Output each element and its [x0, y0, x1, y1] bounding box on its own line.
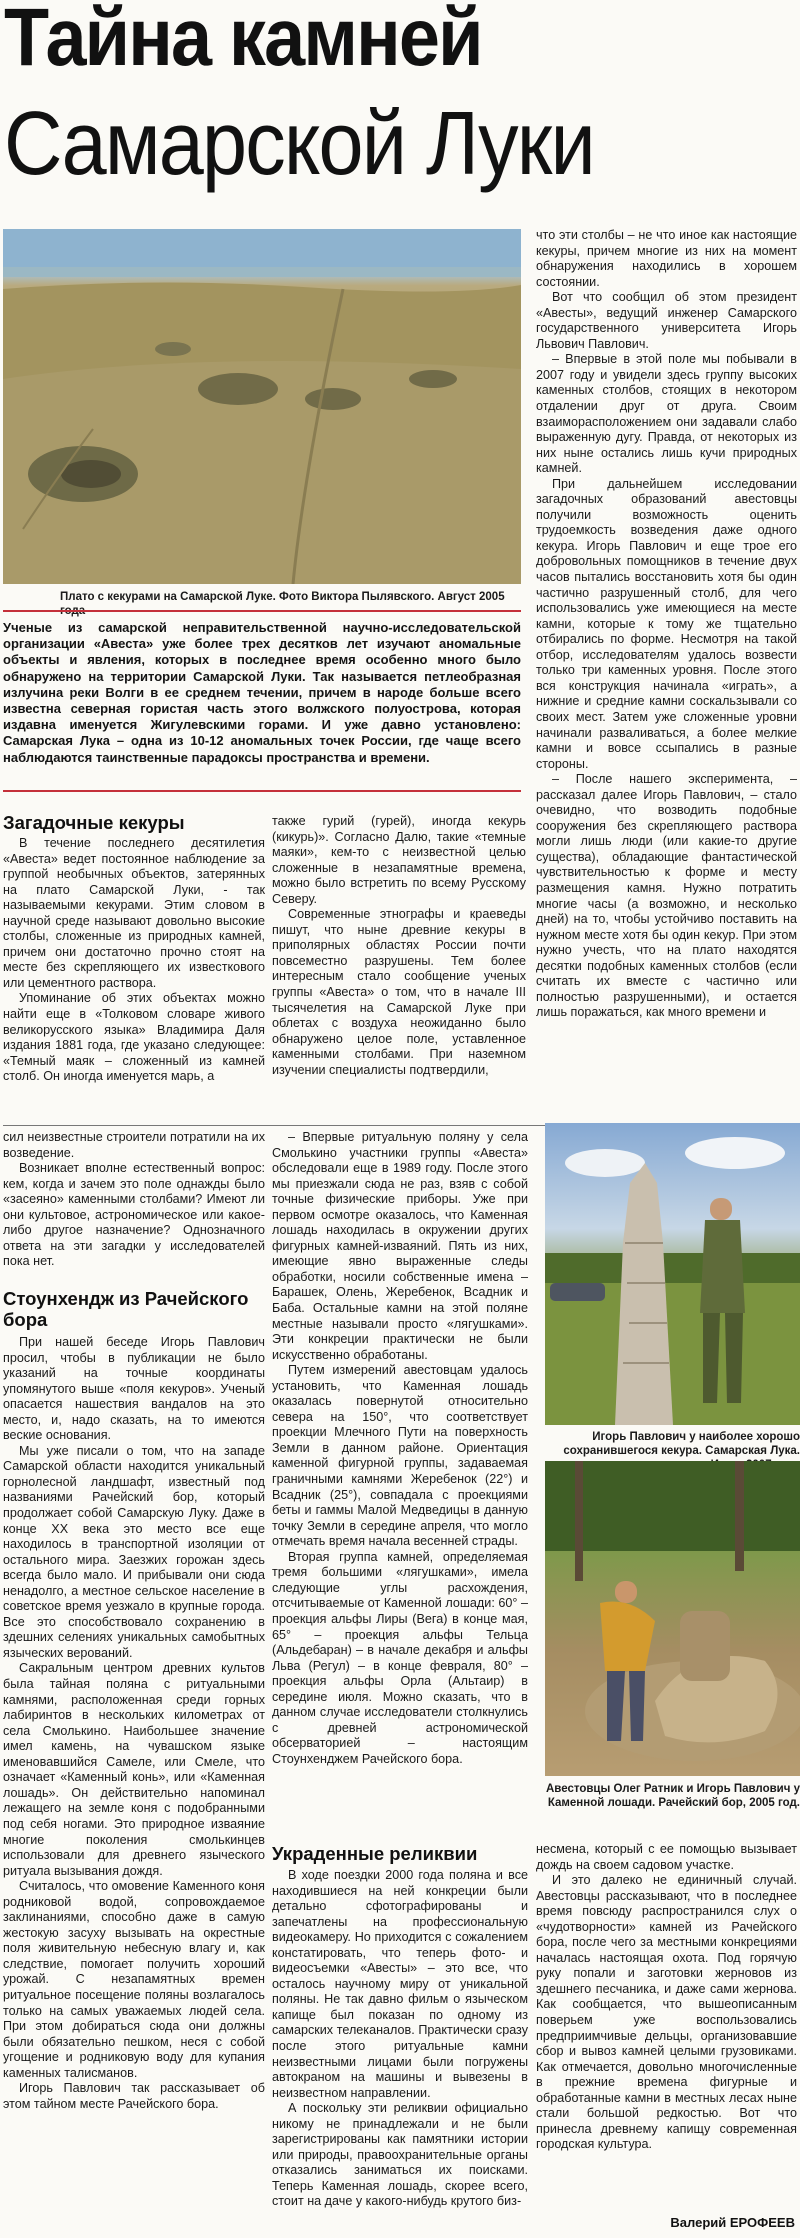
- headline-line-1: Тайна камней: [4, 0, 482, 83]
- paragraph: Считалось, что омовение Каменного коня родниковой водой, сопровождаемое заклинаниями, способно даже в самую жестокую засуху вызывать на окрестные поля живительную небесную влагу и, как следствие, помогает получить хороший урожай. С незапамятных времен ритуальное посещение поляны возлагалось только на самых уважаемых людей села. При этом добираться сюда они должны были обязательно пешком, неся с собой угощение и родниковую воду для купания каменных талисманов.: [3, 1879, 265, 2080]
- paragraph: Возникает вполне естественный вопрос: кем, когда и зачем это поле однажды было «засеяно» каменными столбами? Имеют ли они культовое, астрономическое или какое-либо другое назначение? Однозначного ответа на эти загадки у исследователей пока нет.: [3, 1161, 265, 1269]
- kekur-illustration: [545, 1123, 800, 1425]
- stone-horse-photo: [545, 1461, 800, 1776]
- paragraph: Путем измерений авестовцам удалось установить, что Каменная лошадь оказалась повернутой относительно севера на 150°, что соответствует проекции Млечного Пути на поверхность Земли в данном районе. Ориентация каменной фигурной группы, задаваемая граничными камнями Жеребенок (22°) и Всадник (25°), совпадала с проекциями беты и гаммы Малой Медведицы в данную точку Земли в середине апреля, что могло отмечать время начала весенней страды.: [272, 1363, 528, 1549]
- lead-top-rule: [3, 610, 521, 612]
- headline-line-2: Самарской Луки: [4, 94, 594, 194]
- lead-paragraph: Ученые из самарской неправительственной научно-исследовательской организации «Авеста» уже более трех десятков лет изучают аномальные объекты и явления, которых в последнее время особенно много было обнаружено на территории Самарской Луки. Так называется петлеобразная излучина реки Волги в ее среднем течении, причем в народе больше всего известна северная гористая часть этого волжского полуострова, которая издавна именуется Жигулевскими горами. И уже давно установлено: Самарская Лука – одна из 10-12 аномальных точек России, где чаще всего наблюдаются таинственные парадоксы пространства и времени.: [3, 620, 521, 765]
- paragraph: Игорь Павлович так рассказывает об этом тайном месте Рачейского бора.: [3, 2081, 265, 2111]
- section-heading-mysterious-kekurs: Загадочные кекуры: [3, 812, 185, 833]
- plateau-photo-caption: Плато с кекурами на Самарской Луке. Фото Виктора Пылявского. Август 2005: [60, 591, 505, 603]
- stone-horse-illustration: [545, 1461, 800, 1776]
- lead-bottom-rule: [3, 790, 521, 792]
- paragraph: При дальнейшем исследовании загадочных образований авестовцы получили возможность оценить трудоемкость возведения даже одного кекура. Игорь Павлович и еще трое его добровольных помощников в течение двух часов пытались восстановить хотя бы один частично разрушенный столб, для чего использовались уже имеющиеся на месте камни, которые к тому же тщательно отбирались по форме. Несмотря на такой отбор, исследователям удалось возвести только три каменных уровня. После этого вся конструкция начинала «играть», а нижние и средние камни соскальзывали со своих мест. Затем уже сложенные уровни начинали разваливаться, а более мелкие камни и вовсе ссыпались в разные стороны.: [536, 476, 797, 771]
- article-column-3-top: [536, 228, 797, 1123]
- paragraph: Вторая группа камней, определяемая тремя большими «лягушками», имела следующие углы расхождения, отсчитываемые от Каменной лошади: 60° – проекция альфы Лиры (Вега) в конце мая, 65° – проекция альфы Тельца (Альдебаран) – в начале декабря и альфы Льва (Регул) – в конце февраля, 80° – проекция альфы Орла (Альтаир) в середине июля. Можно сказать, что в данном случае исследователи столкнулись с древней астрономической обсерваторией – настоящим Стоунхенджем Рачейского бора.: [272, 1549, 528, 1766]
- section-heading-stolen-relics: Украденные реликвии: [272, 1843, 478, 1864]
- paragraph: – Впервые в этой поле мы побывали в 2007 году и увидели здесь группу высоких каменных столбов, стоящих в некотором отдалении друг от друга. Своим взаиморасположением они задавали слабо выраженную дугу. Правда, от некоторых из них ныне остались лишь кучи природных камней.: [536, 352, 797, 476]
- paragraph: При нашей беседе Игорь Павлович просил, чтобы в публикации не было указаний на точные координаты упомянутого выше «поля кекуров». Ученый опасается нашествия вандалов на это место, и, надо сказать, на то имеются веские основания.: [3, 1335, 265, 1443]
- paragraph: что эти столбы – не что иное как настоящие кекуры, причем многие из них на момент обнаружения находились в хорошем состоянии.: [536, 228, 797, 289]
- paragraph: Упоминание об этих объектах можно найти еще в «Толковом словаре живого великорусского языка» Владимира Даля издания 1881 года, где указано следующее: «Темный маяк – сложенный из камней столб. Он иногда именуется марь, а: [3, 991, 265, 1084]
- paragraph: – Впервые ритуальную поляну у села Смолькино участники группы «Авеста» обследовали еще в 1989 году. После этого мы приезжали сюда не раз, взяв с собой точные физические приборы. Уже при первом осмотре оказалось, что Каменная лошадь находилась в окружении других фигурных камней-изваяний. Пять из них, имеющие явно выраженные следы обработки, носили собственные имена – Барашек, Олень, Жеребенок, Всадник и Баба. Остальные камни на этой поляне местные называли просто «лягушками». Эти конкреции практически не были искусственно обработаны.: [272, 1130, 528, 1362]
- kekur-photo-caption: Игорь Павлович у наиболее хорошо сохранившегося кекура. Самарская Лука.: [563, 1431, 800, 1457]
- paragraph: Сакральным центром древних культов была тайная поляна с ритуальными камнями, расположенная среди горных лабиринтов в нескольких километрах от села Смолькино. Наибольшее значение имел камень, на чувашском языке именовавшийся Самеле, или Смеле, что означает «Каменный конь», или «Каменная лошадь». Он действительно напоминал лежащего на земле коня с подобранными под себя ногами. Это природное изваяние многие поколения смолькинцев использовали для древнего языческого ритуала вызывания дождя.: [3, 1661, 265, 1878]
- stone-horse-photo-caption: Авестовцы Олег Ратник и Игорь Павлович у Каменной лошади. Рачейский бор, 2005 год.: [545, 1783, 800, 1809]
- paragraph: сил неизвестные строители потратили на их возведение.: [3, 1130, 265, 1160]
- paragraph: Вот что сообщил об этом президент «Авесты», ведущий инженер Самарского государственного университета Игорь Львович Павлович.: [536, 290, 797, 351]
- paragraph: В ходе поездки 2000 года поляна и все находившиеся на ней конкреции были детально сфотографированы и запечатлены на профессиональную видеокамеру. Но приходится с сожалением констатировать, что теперь фото- и видеосъемки «Авесты» – это все, что осталось научному миру от уникальной поляны. Не так давно фильм о языческом капище был показан по одному из самарских телеканалов. Практически сразу после этого ритуальные камни неизвестными лицами были погружены автокраном на машины и вывезены в неизвестном направлении.: [272, 1868, 528, 2100]
- paragraph: несмена, который с ее помощью вызывает дождь на своем садовом участке.: [536, 1842, 797, 1872]
- paragraph: В течение последнего десятилетия «Авеста» ведет постоянное наблюдение за группой необычных объектов, затерянных на плато Самарской Луки, - так называемыми кекурами. Этим словом в научной среде называют довольно высокие столбы, сложенные из природных камней, причем они достаточно прочно стоят на месте без скрепляющего их известкового или цементного раствора.: [3, 836, 265, 990]
- article-column-2-top: [272, 814, 526, 1123]
- paragraph: – После нашего эксперимента, – рассказал далее Игорь Павлович, – стало очевидно, что возводить подобные сооружения без скрепляющего раствора могли лишь люди (или какие-то другие существа), обладающие фантастической чувствительностью к форме и месту размещения камня. Нужно потратить многие часы (а возможно, и несколько дней) на то, чтобы устойчиво поставить на нужном месте хотя бы один кекур. При этом нужно учесть, что на плато находятся десятки подобных каменных столбов (если считать их вместе с частично или полностью разрушенными), и остается лишь поражаться, как много времени и: [536, 772, 797, 1020]
- article-column-2-bottom: [272, 1868, 528, 2234]
- article-column-1-mid: [3, 1130, 265, 1280]
- article-column-1-top: [3, 836, 265, 1123]
- section-heading-stonehenge: Стоунхендж из Рачейского бора: [3, 1288, 249, 1330]
- paragraph: Современные этнографы и краеведы пишут, что ныне древние кекуры в приполярных областях России почти повсеместно разрушены. Тем более интересным стало сообщение ученых группы «Авеста» о том, что в начале III тысячелетия на Самарской Луке при облетах с воздуха неожиданно было обнаружено целое поле, уставленное каменными столбами. При наземном изучении специалисты подтвердили,: [272, 907, 526, 1077]
- paragraph: И это далеко не единичный случай. Авестовцы рассказывают, что в последнее время повсюду распространился слух о «чудотворности» камней из Рачейского бора, после чего за местными конкрециями началась настоящая охота. Под горячую руку попали и заготовки жерновов из здешнего песчаника, и даже сами жернова. Как сообщается, что вышеописанным поверьем уже воспользовались предприимчивые дельцы, организовавшие сбор и вывоз камней целыми грузовиками. Как отмечается, довольно многочисленные в прежние времена фигурные и обработанные камни в местных лесах ныне стали большой редкостью. Вот что принесла древнему капищу современная городская культура.: [536, 1873, 797, 2152]
- plateau-photo: [3, 229, 521, 584]
- plateau-illustration: [3, 229, 521, 584]
- author-signature: Валерий ЕРОФЕЕВ: [670, 2215, 795, 2230]
- paragraph: А поскольку эти реликвии официально никому не принадлежали и не были зарегистрированы как памятники истории или природы, правоохранительные органы отказались заниматься их поисками. Теперь Каменная лошадь, скорее всего, стоит на даче у какого-нибудь крутого биз-: [272, 2101, 528, 2209]
- paragraph: также гурий (гурей), иногда кекурь (кикурь)». Согласно Далю, такие «темные маяки», кем-то с неизвестной целью сложенные в незапамятные времена, можно было встретить по всему Русскому Северу.: [272, 814, 526, 906]
- article-column-1-bottom: [3, 1335, 265, 2225]
- kekur-photo: [545, 1123, 800, 1425]
- paragraph: Мы уже писали о том, что на западе Самарской области находится уникальный горнолесной ландшафт, известный под названиями Рачейский бор, который продолжает собой Самарскую Луку. Даже в конце XX века это место все еще находилось в транспортной изоляции от остального мира. Заезжих горожан здесь всегда было мало. И прибывали они сюда ненадолго, а местное сельское население в советское время уезжало в крупные города. Все это способствовало сохранению в здешних селениях уникальных самобытных языческих верований.: [3, 1443, 265, 1660]
- article-column-2-mid: [272, 1130, 528, 1835]
- article-column-3-bottom: [536, 1842, 797, 2210]
